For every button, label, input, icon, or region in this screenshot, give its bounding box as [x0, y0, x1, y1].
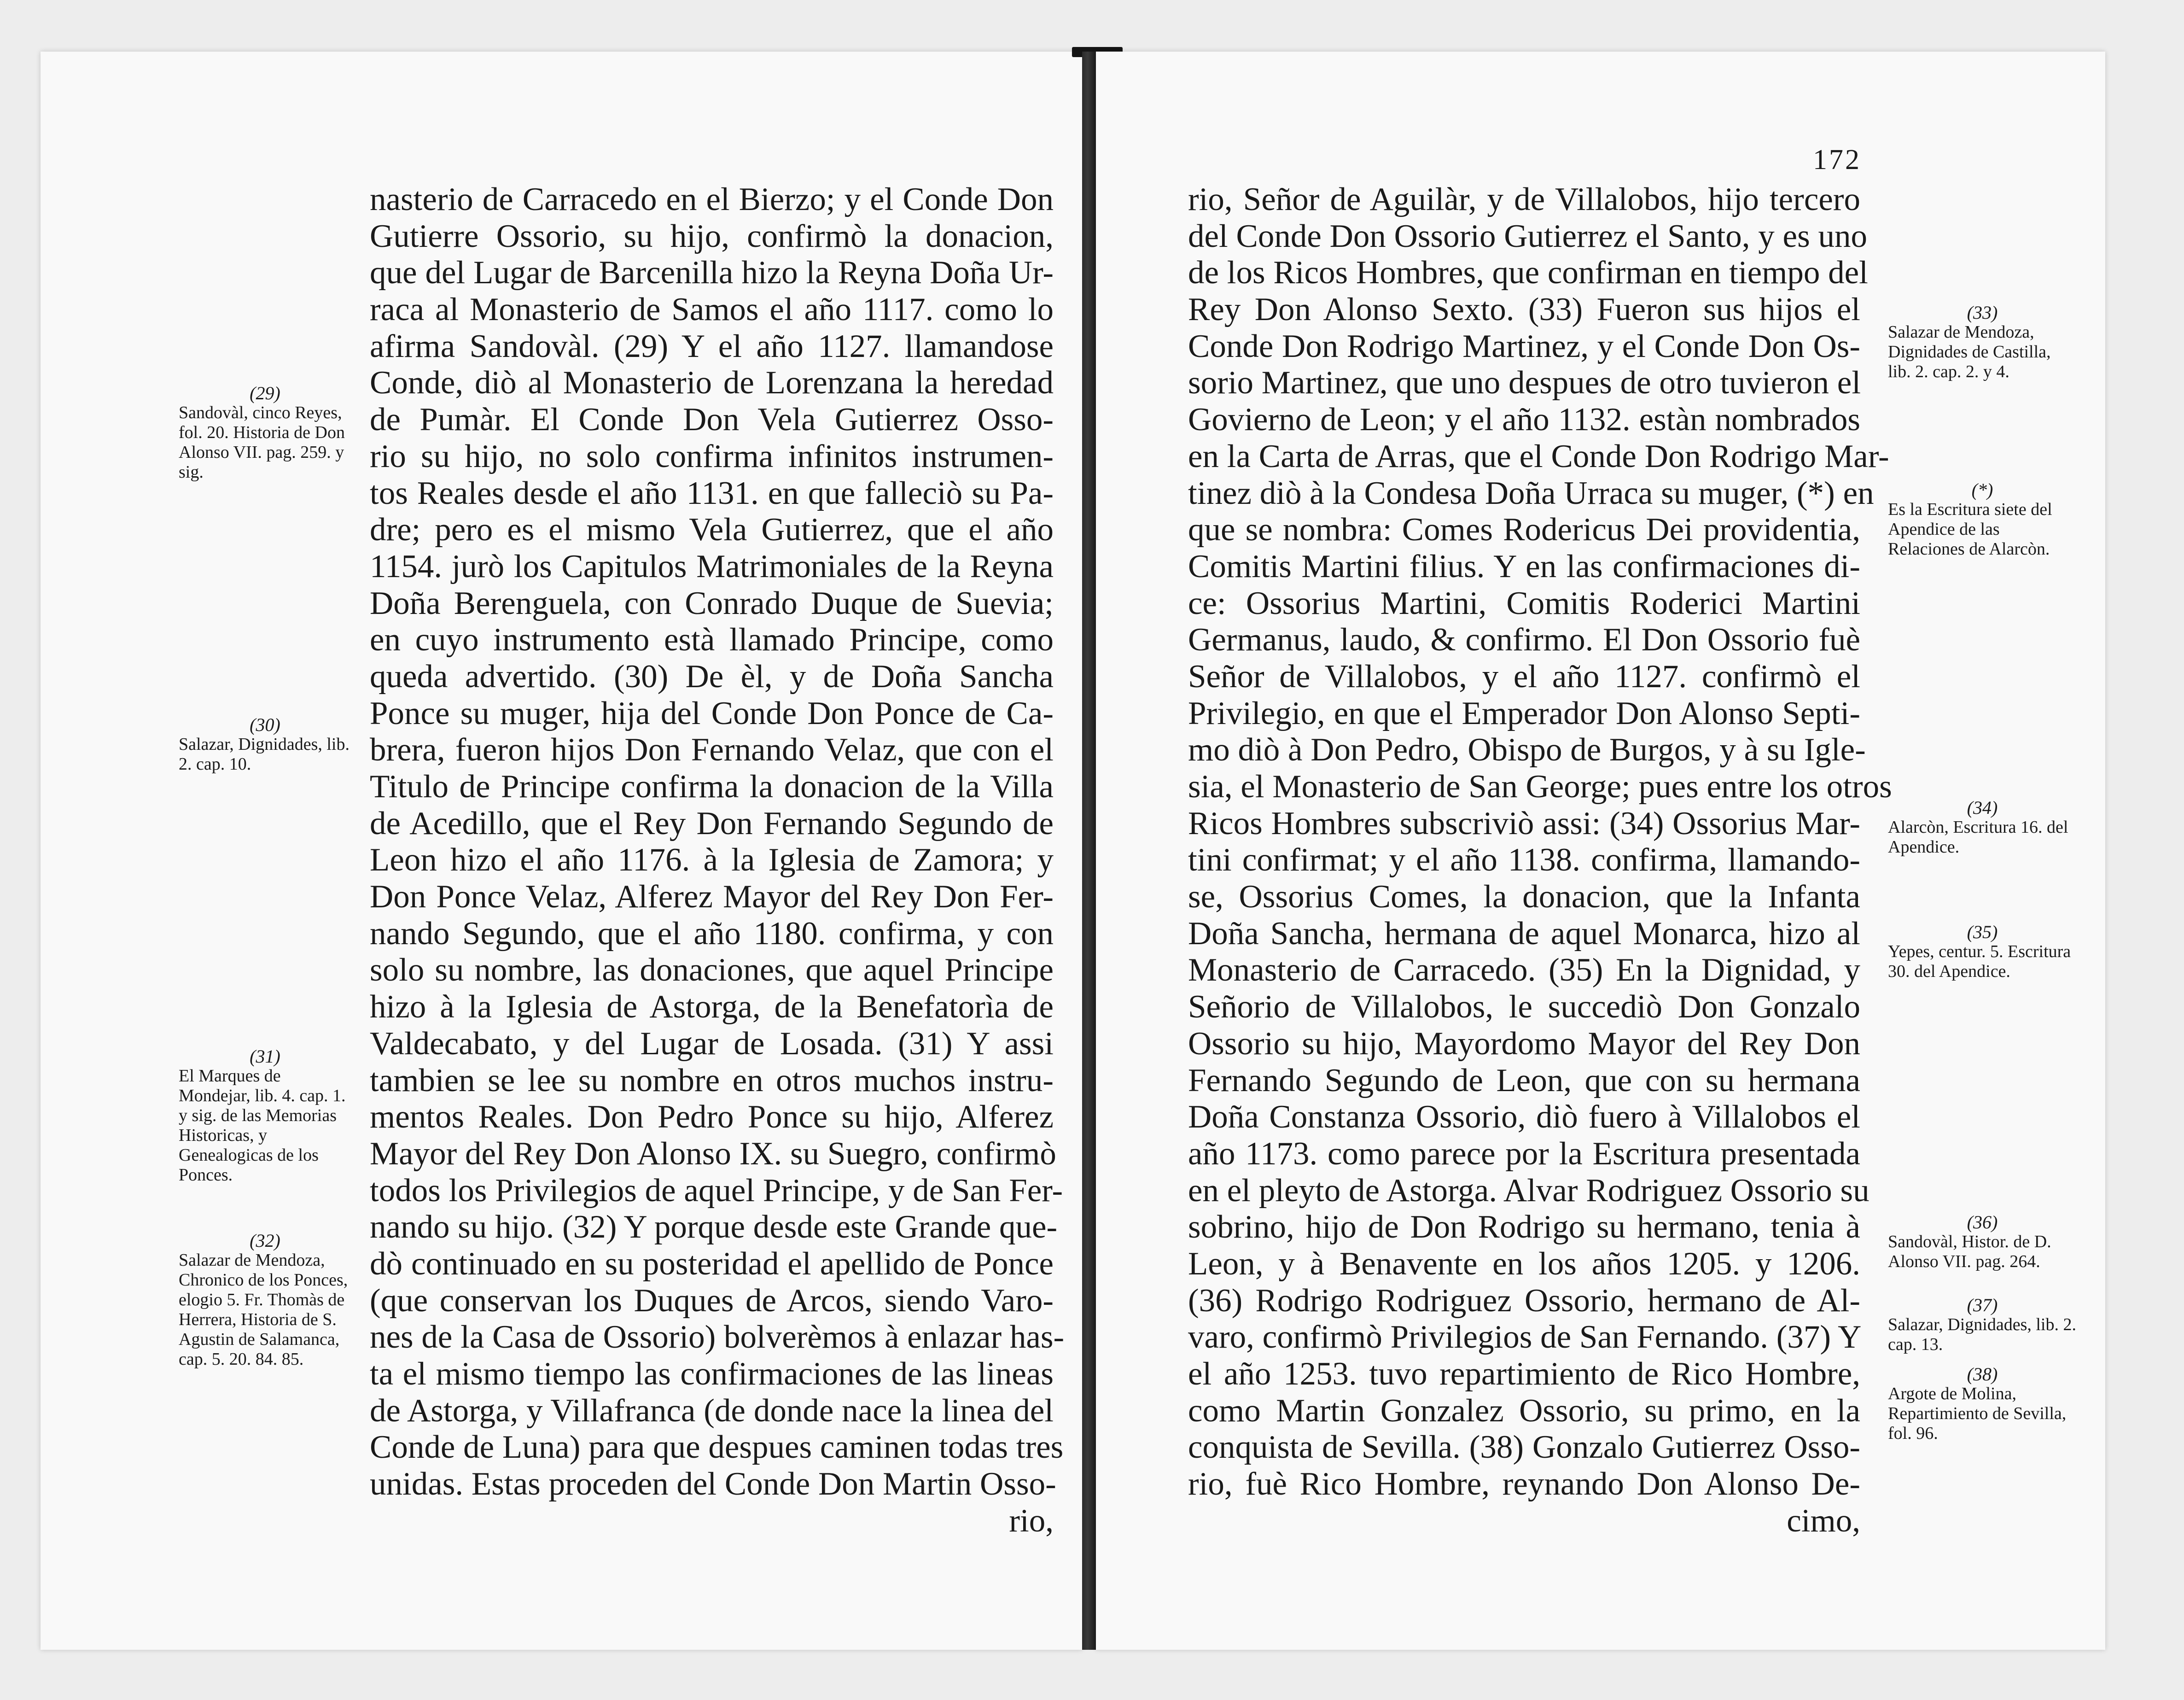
right-page-text-line: Ricos Hombres subscriviò assi: (34) Ossorius Mar- [1188, 805, 1860, 841]
note-number: (36) [1967, 1212, 1998, 1233]
right-page-text-line: tini confirmat; y el año 1138. confirma, llamando- [1188, 842, 1860, 878]
note-text: Salazar de Mendoza, Chronico de los Ponces, elogio 5. Fr. Thomàs de Herrera, Historia de S. Agustin de Salamanca, cap. 5. 20. 84. 85. [179, 1250, 348, 1369]
left-page-text-line: Don Ponce Velaz, Alferez Mayor del Rey Don Fer- [370, 879, 1054, 915]
note-number: (31) [250, 1046, 280, 1067]
left-page-text-line: Conde, diò al Monasterio de Lorenzana la heredad [370, 365, 1054, 401]
note-text: Argote de Molina, Repartimiento de Sevilla, fol. 96. [1888, 1384, 2067, 1443]
right-page-text-line: sia, el Monasterio de San George; pues entre los otros [1188, 769, 1892, 805]
left-note-29 [179, 383, 351, 482]
right-page-text-line: en la Carta de Arras, que el Conde Don Rodrigo Mar- [1188, 438, 1889, 474]
right-page-text-line: Doña Sancha, hermana de aquel Monarca, hizo al [1188, 915, 1860, 952]
right-note-38 [1888, 1364, 2077, 1443]
left-page-text-line: de Acedillo, que el Rey Don Fernando Segundo de [370, 805, 1054, 841]
left-page-text-line: Mayor del Rey Don Alonso IX. su Suegro, confirmò [370, 1135, 1056, 1172]
left-page-text-line: Valdecabato, y del Lugar de Losada. (31) Y assi [370, 1025, 1054, 1062]
left-note-31 [179, 1046, 351, 1185]
right-note-37 [1888, 1295, 2077, 1355]
right-page-text-line: cimo, [1787, 1502, 1860, 1539]
left-page-text-line: tos Reales desde el año 1131. en que falleciò su Pa- [370, 475, 1054, 511]
note-text: Salazar de Mendoza, Dignidades de Castilla, lib. 2. cap. 2. y 4. [1888, 322, 2051, 381]
right-note-star [1888, 480, 2077, 559]
note-text: Salazar, Dignidades, lib. 2. cap. 13. [1888, 1315, 2076, 1354]
note-number: (*) [1971, 479, 1993, 500]
left-page-text-line: mentos Reales. Don Pedro Ponce su hijo, Alferez [370, 1099, 1054, 1135]
right-page-text-line: tinez diò à la Condesa Doña Urraca su muger, (*) en [1188, 475, 1874, 511]
left-page-text-line: Titulo de Principe confirma la donacion de la Villa [370, 769, 1054, 805]
left-page-text [370, 181, 1065, 1539]
right-page-text-line: Fernando Segundo de Leon, que con su hermana [1188, 1062, 1860, 1098]
left-page-text-line: rio, [1009, 1502, 1054, 1539]
right-note-34 [1888, 798, 2077, 857]
left-page-text-line: Doña Berenguela, con Conrado Duque de Suevia; [370, 585, 1054, 621]
left-page-text-line: tambien se lee su nombre en otros muchos instru- [370, 1062, 1054, 1098]
right-page-text-line: como Martin Gonzalez Ossorio, su primo, en la [1188, 1392, 1860, 1429]
right-page-text-line: sobrino, hijo de Don Rodrigo su hermano, tenia à [1188, 1209, 1860, 1245]
right-page-text-line: Conde Don Rodrigo Martinez, y el Conde Don Os- [1188, 328, 1860, 364]
right-page-text-line: del Conde Don Ossorio Gutierrez el Santo, y es uno [1188, 218, 1867, 254]
right-page-text-line: el año 1253. tuvo repartimiento de Rico Hombre, [1188, 1356, 1860, 1392]
note-number: (37) [1967, 1295, 1998, 1315]
left-note-30 [179, 715, 351, 774]
note-number: (38) [1967, 1364, 1998, 1385]
left-page-text-line: de Astorga, y Villafranca (de donde nace la linea del [370, 1392, 1054, 1429]
right-page-text-line: Privilegio, en que el Emperador Don Alonso Septi- [1188, 695, 1860, 731]
left-page-text-line: brera, fueron hijos Don Fernando Velaz, que con el [370, 732, 1054, 768]
right-page-text-line: Señor de Villalobos, y el año 1127. confirmò el [1188, 658, 1860, 695]
right-page-text-line: (36) Rodrigo Rodriguez Ossorio, hermano de Al- [1188, 1282, 1860, 1319]
note-number: (35) [1967, 922, 1998, 942]
left-page-text-line: (que conservan los Duques de Arcos, siendo Varo- [370, 1282, 1054, 1319]
note-number: (34) [1967, 797, 1998, 818]
right-page-text-line: conquista de Sevilla. (38) Gonzalo Gutierrez Osso- [1188, 1429, 1860, 1466]
right-page-text-line: Govierno de Leon; y el año 1132. estàn nombrados [1188, 402, 1860, 438]
note-number: (30) [250, 714, 280, 735]
right-page-text [1188, 181, 1892, 1539]
note-text: Es la Escritura siete del Apendice de las Relaciones de Alarcòn. [1888, 500, 2052, 559]
right-page-text-line: Germanus, laudo, & confirmo. El Don Ossorio fuè [1188, 622, 1860, 658]
left-note-32 [179, 1231, 351, 1369]
left-page-text-line: raca al Monasterio de Samos el año 1117. como lo [370, 292, 1054, 328]
right-page-text-line: Señorio de Villalobos, le succediò Don Gonzalo [1188, 989, 1860, 1025]
note-number: (29) [250, 383, 280, 403]
right-page-text-line: sorio Martinez, que uno despues de otro tuvieron el [1188, 365, 1861, 401]
right-page-text-line: Doña Constanza Ossorio, diò fuero à Villalobos el [1188, 1099, 1860, 1135]
right-note-35 [1888, 922, 2077, 981]
right-note-33 [1888, 303, 2077, 382]
left-page-text-line: de Pumàr. El Conde Don Vela Gutierrez Osso- [370, 402, 1054, 438]
right-page-text-line: Leon, y à Benavente en los años 1205. y 1206. [1188, 1245, 1860, 1282]
page-number: 172 [1813, 144, 1861, 175]
right-page-text-line: rio, fuè Rico Hombre, reynando Don Alonso De- [1188, 1466, 1860, 1502]
left-page-text-line: nes de la Casa de Ossorio) bolverèmos à enlazar has- [370, 1319, 1065, 1355]
left-page-text-line: que del Lugar de Barcenilla hizo la Reyna Doña Ur- [370, 255, 1054, 291]
right-page-text-line: que se nombra: Comes Rodericus Dei providentia, [1188, 512, 1860, 548]
note-text: Sandovàl, Histor. de D. Alonso VII. pag. 264. [1888, 1232, 2051, 1271]
right-page-text-line: varo, confirmò Privilegios de San Fernando. (37) Y [1188, 1319, 1862, 1355]
right-page-text-line: rio, Señor de Aguilàr, y de Villalobos, hijo tercero [1188, 181, 1860, 217]
right-page-text-line: mo diò à Don Pedro, Obispo de Burgos, y à su Igle- [1188, 732, 1866, 768]
left-page-text-line: solo su nombre, las donaciones, que aquel Principe [370, 952, 1054, 988]
left-page-text-line: unidas. Estas proceden del Conde Don Martin Osso- [370, 1466, 1056, 1502]
right-page-text-line: Monasterio de Carracedo. (35) En la Dignidad, y [1188, 952, 1860, 988]
right-page-text-line: de los Ricos Hombres, que confirman en tiempo del [1188, 255, 1868, 291]
right-page-text-line: ce: Ossorius Martini, Comitis Roderici Martini [1188, 585, 1860, 621]
right-page-text-line: Comitis Martini filius. Y en las confirmaciones di- [1188, 548, 1860, 584]
note-text: Alarcòn, Escritura 16. del Apendice. [1888, 818, 2068, 857]
right-page-text-line: Rey Don Alonso Sexto. (33) Fueron sus hijos el [1188, 292, 1860, 328]
left-page-text-line: ta el mismo tiempo las confirmaciones de las lineas [370, 1356, 1054, 1392]
left-page-text-line: rio su hijo, no solo confirma infinitos instrumen- [370, 438, 1054, 474]
open-book [41, 52, 2105, 1650]
note-text: El Marques de Mondejar, lib. 4. cap. 1. y sig. de las Memorias Historicas, y Genealogicas de los Ponces. [179, 1066, 346, 1185]
left-page-text-line: nando Segundo, que el año 1180. confirma, y con [370, 915, 1054, 952]
left-page-text-line: nasterio de Carracedo en el Bierzo; y el Conde Don [370, 181, 1054, 217]
left-page-text-line: Conde de Luna) para que despues caminen todas tres [370, 1429, 1064, 1466]
left-page-text-line: queda advertido. (30) De èl, y de Doña Sancha [370, 658, 1054, 695]
left-page-text-line: Leon hizo el año 1176. à la Iglesia de Zamora; y [370, 842, 1054, 878]
left-page-text-line: dò continuado en su posteridad el apellido de Ponce [370, 1245, 1054, 1282]
right-page [1096, 52, 2105, 1650]
right-page-text-line: en el pleyto de Astorga. Alvar Rodriguez Ossorio su [1188, 1172, 1870, 1209]
note-number: (33) [1967, 302, 1998, 323]
right-page-text-line: año 1173. como parece por la Escritura presentada [1188, 1135, 1860, 1172]
left-page-text-line: hizo à la Iglesia de Astorga, de la Benefatorìa de [370, 989, 1054, 1025]
note-text: Salazar, Dignidades, lib. 2. cap. 10. [179, 735, 349, 774]
right-note-36 [1888, 1212, 2077, 1272]
note-text: Sandovàl, cinco Reyes, fol. 20. Historia de Don Alonso VII. pag. 259. y sig. [179, 403, 345, 482]
left-page-text-line: nando su hijo. (32) Y porque desde este Grande que- [370, 1209, 1058, 1245]
left-page-text-line: 1154. jurò los Capitulos Matrimoniales de la Reyna [370, 548, 1054, 584]
left-page-text-line: dre; pero es el mismo Vela Gutierrez, que el año [370, 512, 1054, 548]
left-page-text-line: todos los Privilegios de aquel Principe, y de San Fer- [370, 1172, 1063, 1209]
left-page-text-line: Ponce su muger, hija del Conde Don Ponce de Ca- [370, 695, 1054, 731]
book-spine [1082, 52, 1096, 1650]
note-number: (32) [250, 1230, 280, 1251]
left-page-text-line: en cuyo instrumento està llamado Principe, como [370, 622, 1054, 658]
left-page [41, 52, 1082, 1650]
right-page-text-line: Ossorio su hijo, Mayordomo Mayor del Rey Don [1188, 1025, 1860, 1062]
left-page-text-line: afirma Sandovàl. (29) Y el año 1127. llamandose [370, 328, 1054, 364]
left-page-text-line: Gutierre Ossorio, su hijo, confirmò la donacion, [370, 218, 1054, 254]
right-page-text-line: se, Ossorius Comes, la donacion, que la Infanta [1188, 879, 1860, 915]
note-text: Yepes, centur. 5. Escritura 30. del Apendice. [1888, 942, 2071, 981]
